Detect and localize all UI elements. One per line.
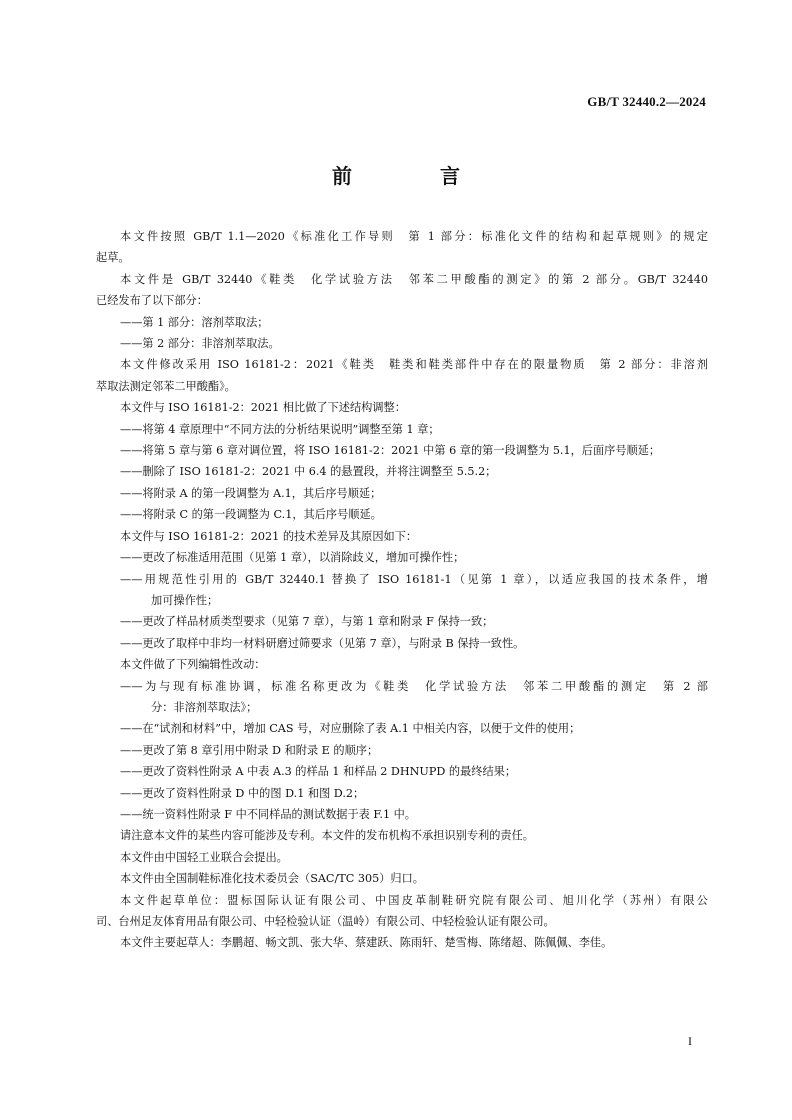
page-number: I <box>688 1034 692 1048</box>
list-item: ——更改了样品材质类型要求（见第 7 章），与第 1 章和附录 F 保持一致； <box>120 615 494 629</box>
paragraph-line: 本文件按照 GB/T 1.1—2020《标准化工作导则 第 1 部分：标准化文件的结构和起草规则》的规定 <box>120 230 708 243</box>
list-item: ——将附录 C 的第一段调整为 C.1，其后序号顺延。 <box>120 508 382 522</box>
list-item: ——统一资料性附录 F 中不同样品的测试数据于表 F.1 中。 <box>120 807 416 821</box>
paragraph-line: 本文件是 GB/T 32440《鞋类 化学试验方法 邻苯二甲酸酯的测定》的第 2 部分。GB/T 32440 <box>120 272 708 286</box>
list-item: ——第 2 部分：非溶剂萃取法。 <box>120 337 280 351</box>
list-item: ——更改了资料性附录 A 中表 A.3 的样品 1 和样品 2 DHNUPD 的最终结果； <box>120 765 517 779</box>
list-item-continuation: 分：非溶剂萃取法》； <box>151 700 258 714</box>
list-item: ——在“试剂和材料”中，增加 CAS 号，对应删除了表 A.1 中相关内容，以便于文件的使用； <box>120 722 581 736</box>
paragraph-line: 本文件修改采用 ISO 16181-2：2021《鞋类 鞋类和鞋类部件中存在的限量物质 第 2 部分：非溶剂 <box>120 358 708 372</box>
paragraph-line: 本文件做了下列编辑性改动： <box>120 658 266 672</box>
list-item: ——为与现有标准协调，标准名称更改为《鞋类 化学试验方法 邻苯二甲酸酯的测定 第 2 部 <box>120 679 708 693</box>
list-item: ——用规范性引用的 GB/T 32440.1 替换了 ISO 16181-1（见第 1 章），以适应我国的技术条件，增 <box>120 572 708 586</box>
list-item-continuation: 加可操作性； <box>151 593 219 607</box>
paragraph-line: 起草。 <box>96 251 130 265</box>
standard-code: GB/T 32440.2—2024 <box>587 94 706 109</box>
list-item: ——将第 4 章原理中“不同方法的分析结果说明”调整至第 1 章； <box>120 422 440 436</box>
list-item: ——删除了 ISO 16181-2：2021 中 6.4 的悬置段，并将注调整至 5.5.2； <box>120 465 497 479</box>
paragraph-line: 请注意本文件的某些内容可能涉及专利。本文件的发布机构不承担识别专利的责任。 <box>120 829 534 843</box>
paragraph-line: 本文件与 ISO 16181-2：2021 相比做了下述结构调整： <box>120 401 406 415</box>
paragraph-line: 本文件主要起草人：李鹏超、畅文凯、张大华、蔡建跃、陈雨轩、楚雪梅、陈绪超、陈佩佩、李佳。 <box>120 936 613 950</box>
paragraph-line: 已经发布了以下部分： <box>96 294 208 308</box>
paragraph-line: 本文件起草单位：盟标国际认证有限公司、中国皮革制鞋研究院有限公司、旭川化学（苏州）有限公 <box>120 893 708 907</box>
list-item: ——将第 5 章与第 6 章对调位置，将 ISO 16181-2：2021 中第 6 章的第一段调整为 5.1，后面序号顺延； <box>120 444 661 458</box>
list-item: ——将附录 A 的第一段调整为 A.1，其后序号顺延； <box>120 486 382 500</box>
list-item: ——更改了标准适用范围（见第 1 章），以消除歧义，增加可操作性； <box>120 551 465 565</box>
paragraph-line: 本文件与 ISO 16181-2：2021 的技术差异及其原因如下： <box>120 529 418 543</box>
paragraph-line: 萃取法测定邻苯二甲酸酯》。 <box>96 379 236 393</box>
paragraph-line: 本文件由全国制鞋标准化技术委员会（SAC/TC 305）归口。 <box>120 872 424 886</box>
paragraph-line: 司、台州足友体育用品有限公司、中轻检验认证（温岭）有限公司、中轻检验认证有限公司。 <box>96 915 555 928</box>
paragraph-line: 本文件由中国轻工业联合会提出。 <box>120 850 288 864</box>
list-item: ——更改了第 8 章引用中附录 D 和附录 E 的顺序； <box>120 743 379 757</box>
list-item: ——更改了取样中非均一材料研磨过筛要求（见第 7 章），与附录 B 保持一致性。 <box>120 636 525 650</box>
list-item: ——更改了资料性附录 D 中的图 D.1 和图 D.2； <box>120 786 365 800</box>
list-item: ——第 1 部分：溶剂萃取法； <box>120 315 269 329</box>
foreword-body <box>96 226 708 954</box>
page-title: 前 言 <box>332 164 494 188</box>
